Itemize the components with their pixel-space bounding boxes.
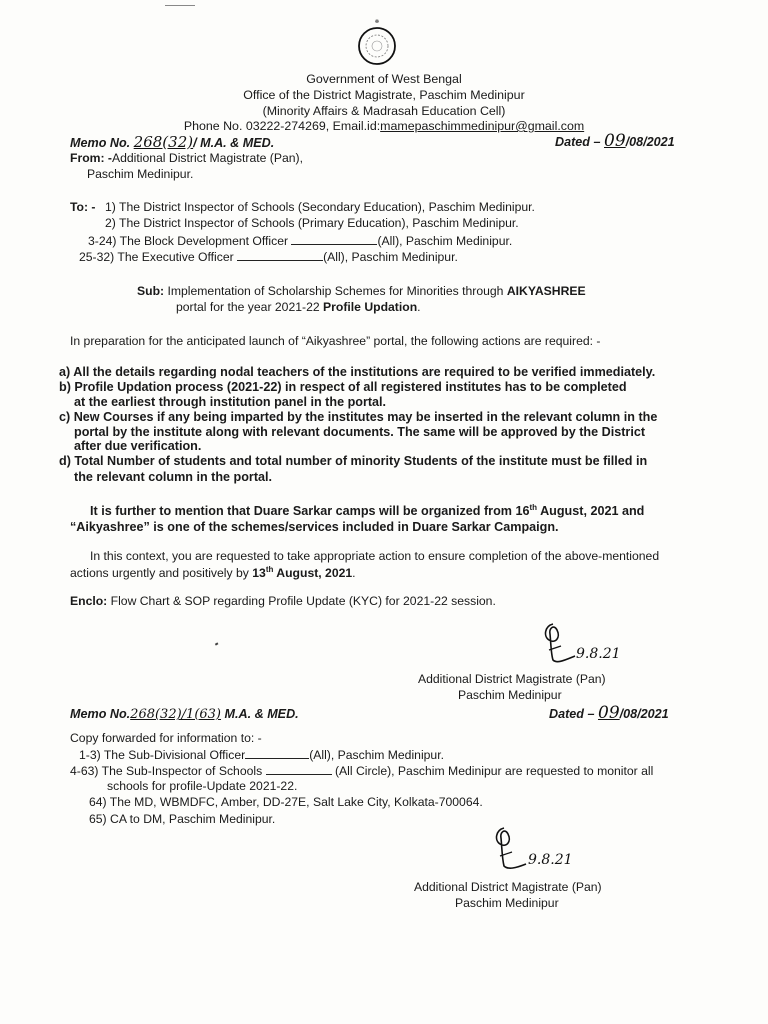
copy-item-text: The MD, WBMDFC, Amber, DD-27E, Salt Lake City, Kolkata-700064. — [109, 795, 483, 809]
state-emblem-icon — [354, 18, 400, 71]
scan-mark — [165, 5, 195, 6]
memo-2-suffix: M.A. & MED. — [221, 707, 299, 721]
context-sup: th — [265, 564, 274, 574]
signature-1-designation: Additional District Magistrate (Pan) — [418, 672, 606, 686]
enclosure-text: Flow Chart & SOP regarding Profile Update (KYC) for 2021-22 session. — [107, 594, 496, 608]
copy-item-text: CA to DM, Paschim Medinipur. — [110, 812, 276, 826]
copy-item-number: 64) — [89, 795, 107, 809]
handwritten-memo-2-number: 268(32)/1(63) — [130, 707, 222, 722]
enclosure-label: Enclo: — [70, 594, 108, 608]
copy-item-suffix: (All Circle), Paschim Medinipur are requested to monitor all — [331, 764, 654, 778]
to-item-number: 25-32) — [79, 250, 115, 264]
to-item-number: 1) — [105, 200, 116, 214]
phone-text: Phone No. 03222-274269, Email.id: — [183, 119, 381, 133]
action-c: c) New Courses if any being imparted by the institutes may be inserted in the relevant column in the — [59, 410, 658, 424]
duare-sup: th — [529, 502, 538, 512]
action-b-cont: at the earliest through institution panel in the portal. — [74, 395, 387, 409]
copy-item-2-cont: schools for profile-Update 2021-22. — [107, 779, 298, 793]
memo-number-line — [70, 135, 274, 151]
copy-item-number: 65) — [89, 812, 107, 826]
context-text: actions urgently and positively by — [70, 566, 253, 580]
action-a: a) All the details regarding nodal teachers of the institutions are required to be verified immediately. — [59, 365, 656, 379]
email-link[interactable]: mamepaschimmedinipur@gmail.com — [380, 119, 585, 133]
blank-line — [291, 233, 377, 245]
memo-date — [555, 131, 675, 151]
blank-line — [266, 763, 332, 775]
copy-item-4 — [89, 812, 275, 827]
to-item-suffix: (All), Paschim Medinipur. — [323, 250, 458, 264]
svg-text:☸: ☸ — [374, 19, 380, 25]
action-c-cont: portal by the institute along with relevant documents. The same will be approved by the District — [74, 425, 646, 439]
to-item-4 — [79, 249, 458, 265]
letterhead-line-1: Government of West Bengal — [306, 72, 462, 86]
from-line-2: Paschim Medinipur. — [87, 167, 194, 181]
dated-label: Dated – — [555, 135, 601, 149]
memo-prefix: Memo No. — [70, 136, 131, 150]
subject-line-1 — [137, 284, 586, 299]
dated-2-label: Dated – — [549, 707, 595, 721]
copy-item-text: The Sub-Divisional Officer — [103, 748, 246, 762]
intro-paragraph: In preparation for the anticipated launch of “Aikyashree” portal, the following actions are required: - — [70, 334, 601, 348]
handwritten-memo-number: 268(32) — [133, 133, 194, 151]
date-suffix: /08/2021 — [625, 135, 675, 149]
subject-bold-2: Profile Updation — [323, 300, 418, 314]
from-text: Additional District Magistrate (Pan), — [111, 151, 303, 165]
letterhead-line-3: (Minority Affairs & Madrasah Education Cell) — [262, 104, 506, 118]
duare-line-1 — [90, 504, 644, 519]
to-item-1 — [105, 200, 535, 215]
memo-suffix: / M.A. & MED. — [193, 136, 275, 150]
to-item-3 — [88, 233, 512, 249]
letterhead-contact — [0, 119, 768, 133]
handwritten-day: 09 — [604, 131, 626, 151]
signature-2-designation: Additional District Magistrate (Pan) — [414, 880, 602, 894]
copy-item-number: 1-3) — [79, 748, 101, 762]
signature-1-district: Paschim Medinipur — [458, 688, 562, 702]
to-item-text: The Executive Officer — [117, 250, 234, 264]
subject-end: . — [417, 300, 421, 314]
memo-2-date — [549, 703, 669, 723]
copy-item-1 — [79, 747, 444, 763]
letterhead-line-2: Office of the District Magistrate, Paschim Medinipur — [243, 88, 525, 102]
subject-line-2 — [176, 300, 421, 315]
to-item-suffix: (All), Paschim Medinipur. — [377, 234, 513, 248]
context-bold: 13 — [252, 566, 266, 580]
context-bold-2: August, 2021 — [273, 566, 353, 580]
subject-text-2: portal for the year 2021-22 — [176, 300, 324, 314]
copy-item-2 — [70, 763, 653, 779]
duare-line-2: “Aikyashree” is one of the schemes/services included in Duare Sarkar Campaign. — [70, 520, 559, 534]
memo-2-number-line — [70, 707, 299, 722]
context-line-2 — [70, 566, 356, 581]
action-d-cont: the relevant column in the portal. — [74, 470, 273, 484]
to-item-text: The District Inspector of Schools (Primary Education), Paschim Medinipur. — [119, 216, 519, 230]
to-item-number: 2) — [105, 216, 116, 230]
to-item-text: The District Inspector of Schools (Secondary Education), Paschim Medinipur. — [119, 200, 535, 214]
from-line-1 — [70, 151, 303, 166]
blank-line — [237, 249, 323, 261]
date-2-suffix: /08/2021 — [619, 707, 669, 721]
copy-item-number: 4-63) — [70, 764, 99, 778]
subject-text: Implementation of Scholarship Schemes for Minorities through — [167, 284, 507, 298]
to-item-2 — [105, 216, 519, 231]
action-d: d) Total Number of students and total number of minority Students of the institute must be filled in — [59, 454, 648, 468]
handwritten-day-2: 09 — [598, 703, 620, 723]
to-item-text: The Block Development Officer — [119, 234, 289, 248]
duare-text-end: August, 2021 and — [537, 504, 645, 518]
action-b: b) Profile Updation process (2021-22) in respect of all registered institutes has to be completed — [59, 380, 627, 394]
subject-bold: AIKYASHREE — [506, 284, 586, 298]
subject-label: Sub: — [137, 284, 165, 298]
copy-item-suffix: (All), Paschim Medinipur. — [309, 748, 444, 762]
enclosure-line — [70, 594, 496, 609]
signature-2-district: Paschim Medinipur — [455, 896, 559, 910]
to-label: To: - — [70, 200, 96, 214]
blank-line — [245, 747, 309, 759]
signature-2-date: 9.8.21 — [528, 852, 573, 868]
memo-2-prefix: Memo No. — [70, 707, 131, 721]
context-line-1: In this context, you are requested to take appropriate action to ensure completion of the above-mentioned — [90, 549, 660, 563]
copy-item-text: The Sub-Inspector of Schools — [101, 764, 263, 778]
copy-heading: Copy forwarded for information to: - — [70, 731, 262, 745]
action-c-cont-2: after due verification. — [74, 439, 202, 453]
duare-text: It is further to mention that Duare Sarkar camps will be organized from 16 — [90, 504, 530, 518]
scan-dot — [215, 642, 218, 645]
context-end: . — [352, 566, 356, 580]
signature-1-date: 9.8.21 — [576, 646, 621, 662]
from-label: From: - — [70, 151, 112, 165]
to-item-number: 3-24) — [88, 234, 117, 248]
copy-item-3 — [89, 795, 483, 810]
